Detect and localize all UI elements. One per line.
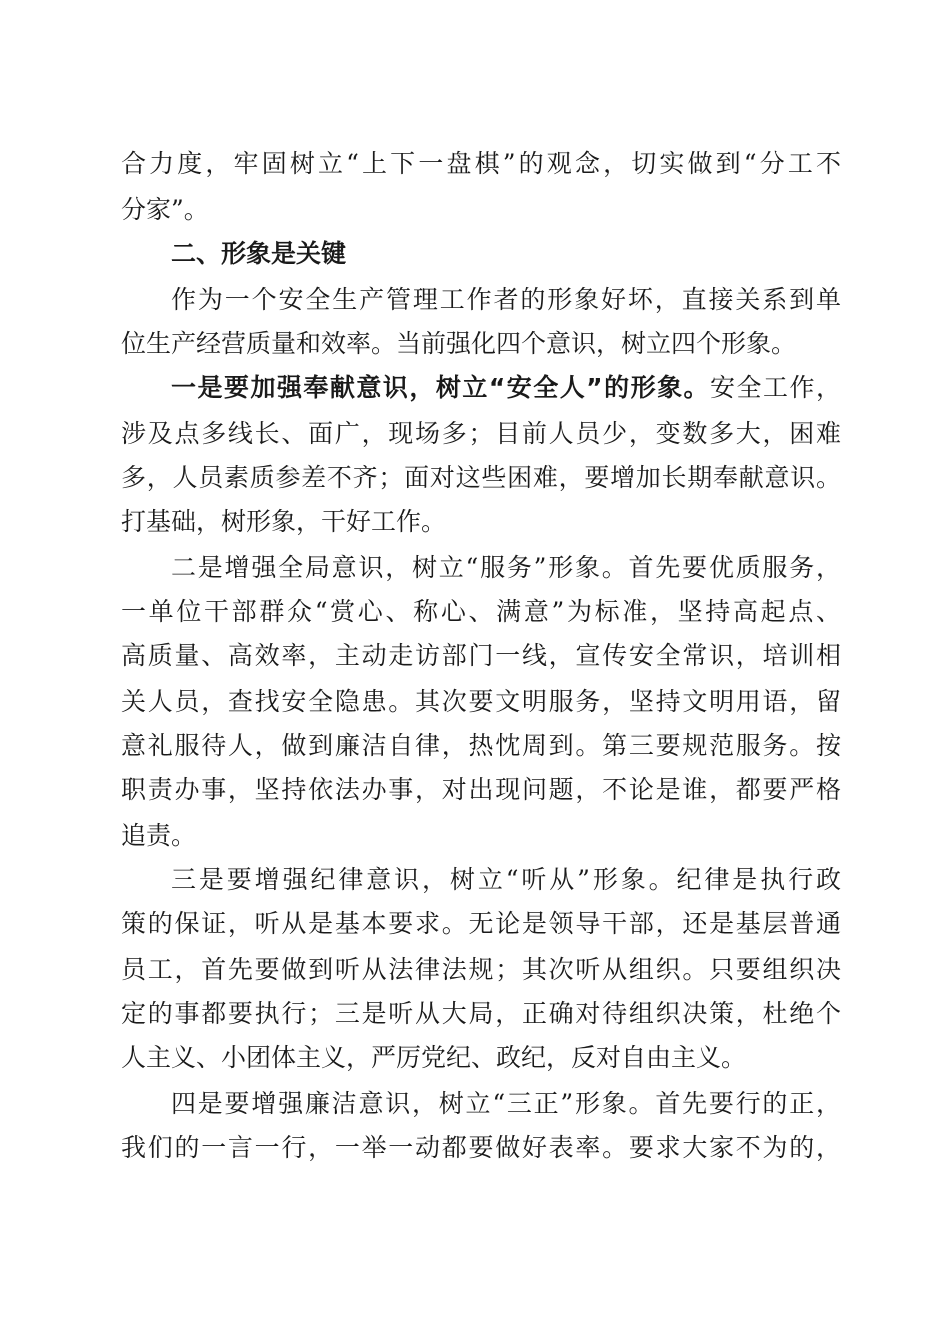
paragraph-line: 一单位干部群众“赏心、称心、满意”为标准，坚持高起点、 <box>121 597 841 626</box>
paragraph-line: 多，人员素质参差不齐；面对这些困难，要增加长期奉献意识。 <box>121 463 841 492</box>
paragraph-line: 我们的一言一行，一举一动都要做好表率。要求大家不为的， <box>121 1133 841 1162</box>
paragraph-line <box>171 372 841 404</box>
paragraph-line: 作为一个安全生产管理工作者的形象好坏，直接关系到单 <box>171 285 841 314</box>
paragraph-line: 三是要增强纪律意识，树立“听从”形象。纪律是执行政 <box>171 865 841 894</box>
paragraph-line: 定的事都要执行；三是听从大局，正确对待组织决策，杜绝个 <box>121 999 841 1028</box>
section-heading: 二、形象是关键 <box>171 239 347 268</box>
paragraph-line: 关人员，查找安全隐患。其次要文明服务，坚持文明用语，留 <box>121 687 841 716</box>
paragraph-line: 员工，首先要做到听从法律法规；其次听从组织。只要组织决 <box>121 955 841 984</box>
paragraph-line: 打基础，树形象，干好工作。 <box>121 507 447 536</box>
paragraph-line: 人主义、小团体主义，严厉党纪、政纪，反对自由主义。 <box>121 1043 747 1072</box>
bold-lead: 一是要加强奉献意识，树立“安全人”的形象。 <box>171 373 711 402</box>
paragraph-line: 分家”。 <box>121 195 209 224</box>
line-rest: 安全工作， <box>710 373 841 402</box>
paragraph-line: 四是要增强廉洁意识，树立“三正”形象。首先要行的正， <box>171 1089 841 1118</box>
paragraph-line: 二是增强全局意识，树立“服务”形象。首先要优质服务， <box>171 553 841 582</box>
paragraph-line: 高质量、高效率，主动走访部门一线，宣传安全常识，培训相 <box>121 641 841 670</box>
paragraph-line: 涉及点多线长、面广，现场多；目前人员少，变数多大，困难 <box>121 419 841 448</box>
paragraph-line: 意礼服待人，做到廉洁自律，热忱周到。第三要规范服务。按 <box>121 731 841 760</box>
paragraph-line: 职责办事，坚持依法办事，对出现问题，不论是谁，都要严格 <box>121 775 841 804</box>
paragraph-line: 策的保证，听从是基本要求。无论是领导干部，还是基层普通 <box>121 909 841 938</box>
paragraph-line: 合力度，牢固树立“上下一盘棋”的观念，切实做到“分工不 <box>121 149 841 178</box>
paragraph-line: 追责。 <box>121 821 197 850</box>
paragraph-line: 位生产经营质量和效率。当前强化四个意识，树立四个形象。 <box>121 329 797 358</box>
